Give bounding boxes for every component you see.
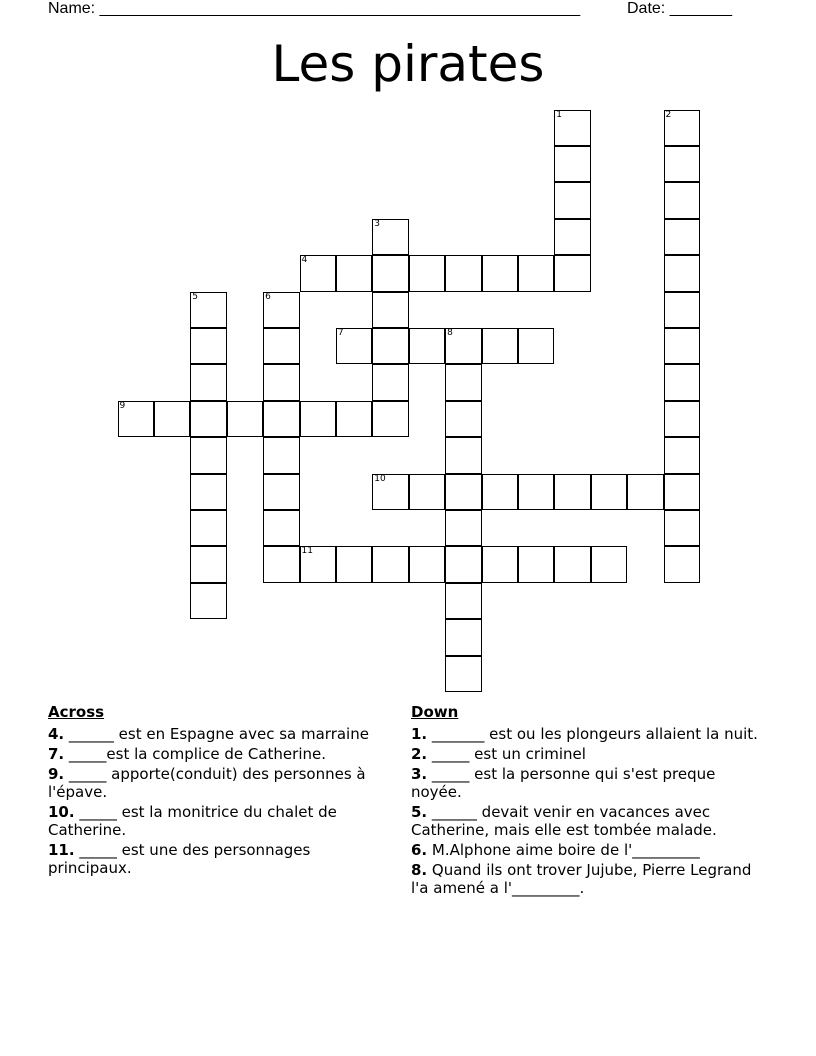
crossword-cell[interactable] bbox=[336, 546, 373, 583]
clue-number: 2. bbox=[411, 745, 428, 763]
crossword-cell[interactable] bbox=[664, 437, 701, 474]
crossword-cell[interactable] bbox=[482, 474, 519, 511]
crossword-cell[interactable] bbox=[482, 546, 519, 583]
crossword-cell[interactable] bbox=[445, 546, 482, 583]
crossword-cell[interactable] bbox=[190, 474, 227, 511]
crossword-cell[interactable] bbox=[190, 583, 227, 620]
clue-number: 1. bbox=[411, 725, 428, 743]
clue-number: 8. bbox=[411, 861, 428, 879]
cell-number: 4 bbox=[301, 255, 308, 266]
cell-number: 1 bbox=[556, 109, 563, 120]
cell-number: 8 bbox=[447, 327, 453, 338]
page-title: Les pirates bbox=[271, 35, 545, 93]
crossword-cell[interactable] bbox=[445, 364, 482, 401]
clue-text: _______ est ou les plongeurs allaient la nuit. bbox=[427, 725, 758, 743]
crossword-cell[interactable] bbox=[664, 474, 701, 511]
down-heading: Down bbox=[411, 703, 459, 721]
crossword-cell[interactable] bbox=[263, 474, 300, 511]
crossword-cell[interactable] bbox=[263, 401, 300, 438]
crossword-cell[interactable] bbox=[554, 182, 591, 219]
crossword-cell[interactable] bbox=[263, 328, 300, 365]
crossword-cell[interactable] bbox=[409, 255, 446, 292]
crossword-cell[interactable] bbox=[664, 110, 701, 147]
crossword-cell[interactable] bbox=[372, 219, 409, 256]
crossword-cell[interactable] bbox=[554, 546, 591, 583]
clue-across-11 bbox=[48, 841, 393, 877]
clue-text: Quand ils ont trover Jujube, Pierre Legrand l'a amené a l'_________. bbox=[411, 861, 752, 897]
clue-across-7 bbox=[48, 745, 393, 763]
crossword-cell[interactable] bbox=[227, 401, 264, 438]
crossword-cell[interactable] bbox=[482, 328, 519, 365]
clue-text: _____ est la monitrice du chalet de Catherine. bbox=[48, 803, 337, 839]
down-clues bbox=[411, 703, 761, 899]
crossword-cell[interactable] bbox=[627, 474, 664, 511]
clue-number: 3. bbox=[411, 765, 428, 783]
clue-across-4 bbox=[48, 725, 393, 743]
clue-down-5 bbox=[411, 803, 761, 839]
clue-text: _____est la complice de Catherine. bbox=[64, 745, 327, 763]
cell-number: 10 bbox=[374, 473, 386, 484]
crossword-cell[interactable] bbox=[554, 110, 591, 147]
crossword-cell[interactable] bbox=[664, 510, 701, 547]
crossword-cell[interactable] bbox=[664, 546, 701, 583]
crossword-cell[interactable] bbox=[118, 401, 155, 438]
clue-text: _____ apporte(conduit) des personnes à l'épave. bbox=[48, 765, 366, 801]
crossword-cell[interactable] bbox=[372, 546, 409, 583]
crossword-cell[interactable] bbox=[554, 474, 591, 511]
crossword-cell[interactable] bbox=[445, 619, 482, 656]
crossword-cell[interactable] bbox=[336, 255, 373, 292]
crossword-cell[interactable] bbox=[190, 292, 227, 329]
crossword-cell[interactable] bbox=[664, 255, 701, 292]
crossword-cell[interactable] bbox=[445, 510, 482, 547]
clue-across-9 bbox=[48, 765, 393, 801]
cell-number: 11 bbox=[301, 546, 313, 557]
clue-text: _____ est la personne qui s'est preque noyée. bbox=[411, 765, 716, 801]
crossword-cell[interactable] bbox=[300, 401, 337, 438]
crossword-cell[interactable] bbox=[445, 437, 482, 474]
cell-number: 2 bbox=[665, 109, 672, 120]
crossword-cell[interactable] bbox=[190, 546, 227, 583]
crossword-cell[interactable] bbox=[664, 219, 701, 256]
crossword-cell[interactable] bbox=[336, 401, 373, 438]
clue-number: 7. bbox=[48, 745, 65, 763]
crossword-cell[interactable] bbox=[518, 328, 555, 365]
clue-number: 10. bbox=[48, 803, 75, 821]
cell-number: 7 bbox=[337, 327, 344, 338]
crossword-cell[interactable] bbox=[372, 401, 409, 438]
clue-down-6 bbox=[411, 841, 761, 859]
crossword-cell[interactable] bbox=[263, 437, 300, 474]
crossword-cell[interactable] bbox=[190, 328, 227, 365]
crossword-cell[interactable] bbox=[445, 401, 482, 438]
crossword-cell[interactable] bbox=[190, 364, 227, 401]
crossword-cell[interactable] bbox=[263, 546, 300, 583]
across-heading: Across bbox=[48, 703, 105, 721]
crossword-cell[interactable] bbox=[664, 292, 701, 329]
crossword-cell[interactable] bbox=[664, 146, 701, 183]
clue-number: 6. bbox=[411, 841, 428, 859]
clue-across-10 bbox=[48, 803, 393, 839]
crossword-cell[interactable] bbox=[445, 474, 482, 511]
crossword-cell[interactable] bbox=[591, 474, 628, 511]
crossword-cell[interactable] bbox=[409, 474, 446, 511]
clue-number: 4. bbox=[48, 725, 65, 743]
clue-number: 9. bbox=[48, 765, 65, 783]
crossword-cell[interactable] bbox=[263, 364, 300, 401]
crossword-cell[interactable] bbox=[664, 364, 701, 401]
crossword-cell[interactable] bbox=[372, 474, 409, 511]
clue-down-3 bbox=[411, 765, 761, 801]
across-clues bbox=[48, 703, 393, 879]
crossword-cell[interactable] bbox=[300, 546, 337, 583]
clue-text: ______ devait venir en vacances avec Catherine, mais elle est tombée malade. bbox=[411, 803, 717, 839]
clue-text: _____ est un criminel bbox=[427, 745, 586, 763]
cell-number: 3 bbox=[374, 218, 381, 229]
crossword-cell[interactable] bbox=[445, 255, 482, 292]
crossword-cell[interactable] bbox=[372, 292, 409, 329]
crossword-cell[interactable] bbox=[263, 292, 300, 329]
crossword-cell[interactable] bbox=[372, 364, 409, 401]
crossword-cell[interactable] bbox=[664, 328, 701, 365]
clue-number: 11. bbox=[48, 841, 75, 859]
crossword-cell[interactable] bbox=[554, 146, 591, 183]
crossword-cell[interactable] bbox=[482, 255, 519, 292]
crossword-cell[interactable] bbox=[300, 255, 337, 292]
crossword-cell[interactable] bbox=[445, 328, 482, 365]
crossword-cell[interactable] bbox=[445, 656, 482, 693]
clue-down-2 bbox=[411, 745, 761, 763]
crossword-cell[interactable] bbox=[518, 546, 555, 583]
crossword-cell[interactable] bbox=[664, 401, 701, 438]
cell-number: 9 bbox=[119, 400, 126, 411]
date-field-label[interactable]: Date: _______ bbox=[627, 0, 732, 17]
crossword-cell[interactable] bbox=[372, 328, 409, 365]
crossword-cell[interactable] bbox=[409, 546, 446, 583]
crossword-cell[interactable] bbox=[554, 255, 591, 292]
clue-down-1 bbox=[411, 725, 761, 743]
crossword-cell[interactable] bbox=[154, 401, 191, 438]
crossword-cell[interactable] bbox=[409, 328, 446, 365]
crossword-cell[interactable] bbox=[263, 510, 300, 547]
name-field-label[interactable]: Name: ______________________________________________________ bbox=[48, 0, 581, 17]
crossword-cell[interactable] bbox=[518, 474, 555, 511]
clue-down-8 bbox=[411, 861, 761, 897]
crossword-cell[interactable] bbox=[190, 437, 227, 474]
crossword-cell[interactable] bbox=[336, 328, 373, 365]
clue-number: 5. bbox=[411, 803, 428, 821]
crossword-cell[interactable] bbox=[372, 255, 409, 292]
crossword-cell[interactable] bbox=[664, 182, 701, 219]
crossword-cell[interactable] bbox=[554, 219, 591, 256]
clue-text: ______ est en Espagne avec sa marraine bbox=[64, 725, 369, 743]
crossword-cell[interactable] bbox=[518, 255, 555, 292]
crossword-cell[interactable] bbox=[190, 401, 227, 438]
cell-number: 5 bbox=[192, 291, 199, 302]
crossword-cell[interactable] bbox=[445, 583, 482, 620]
clue-text: _____ est une des personnages principaux. bbox=[48, 841, 311, 877]
clue-text: M.Alphone aime boire de l'_________ bbox=[427, 841, 700, 859]
crossword-cell[interactable] bbox=[591, 546, 628, 583]
crossword-cell[interactable] bbox=[190, 510, 227, 547]
cell-number: 6 bbox=[265, 291, 271, 302]
